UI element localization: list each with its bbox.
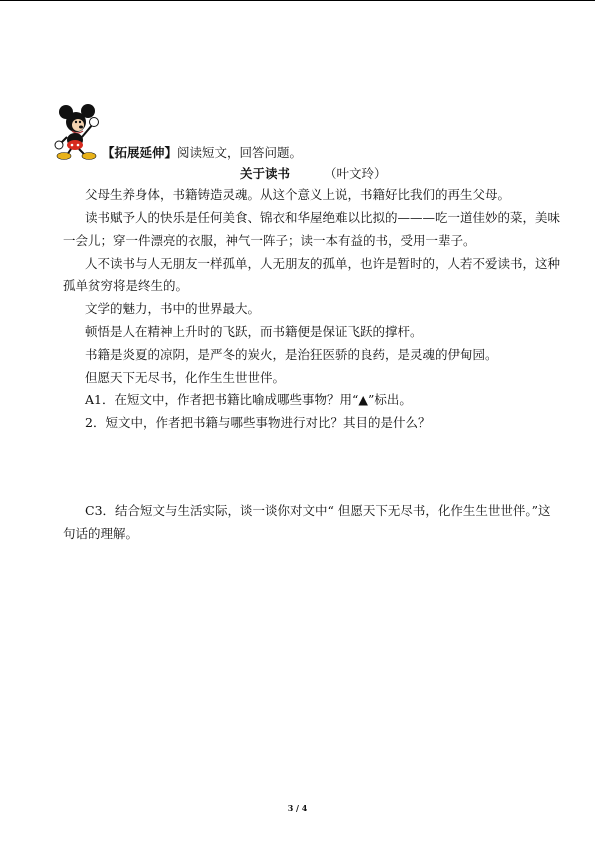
article-title: 关于读书 [240, 166, 291, 181]
article-paragraph: 书籍是炎夏的凉阴，是严冬的炭火，是治狂医骄的良药，是灵魂的伊甸园。 [85, 347, 498, 362]
article-paragraph: 人不读书与人无朋友一样孤单，人无朋友的孤单，也许是暂时的，人若不爱读书，这种 [85, 256, 561, 271]
article-paragraph: 顿悟是人在精神上升时的飞跃，而书籍便是保证飞跃的撑杆。 [85, 324, 423, 339]
article-heading [240, 164, 387, 182]
top-border-line [0, 0, 595, 1]
article-paragraph: 但愿天下无尽书，化作生生世世伴。 [85, 370, 286, 385]
article-paragraph: 读书赋予人的快乐是任何美食、锦衣和华屋绝难以比拟的———吃一道佳妙的菜，美味 [85, 210, 561, 225]
cartoon-mouse-mascot-icon [52, 104, 102, 160]
question-2: 2．短文中，作者把书籍与哪些事物进行对比？其目的是什么？ [85, 415, 431, 430]
article-paragraph: 文学的魅力，书中的世界最大。 [85, 301, 261, 316]
article-author: （叶文玲） [324, 166, 387, 181]
question-c3: C3．结合短文与生活实际，谈一谈你对文中“ 但愿天下无尽书，化作生生世世伴。”这 [85, 503, 551, 518]
article-paragraph: 父母生养身体，书籍铸造灵魂。从这个意义上说，书籍好比我们的再生父母。 [85, 187, 511, 202]
section-instruction: 阅读短文，回答问题。 [177, 145, 303, 160]
article-paragraph-continued: 孤单贫穷将是终生的。 [63, 278, 189, 293]
page-number: 3 / 4 [287, 803, 308, 813]
article-paragraph-continued: 一会儿；穿一件漂亮的衣服，神气一阵子；读一本有益的书，受用一辈子。 [63, 233, 476, 248]
question-c3-continued: 句话的理解。 [63, 526, 139, 541]
section-bracket-label: 【拓展延伸】 [102, 145, 178, 160]
section-heading [102, 144, 302, 161]
question-a1: A1．在短文中，作者把书籍比喻成哪些事物？用“▲”标出。 [85, 392, 412, 407]
